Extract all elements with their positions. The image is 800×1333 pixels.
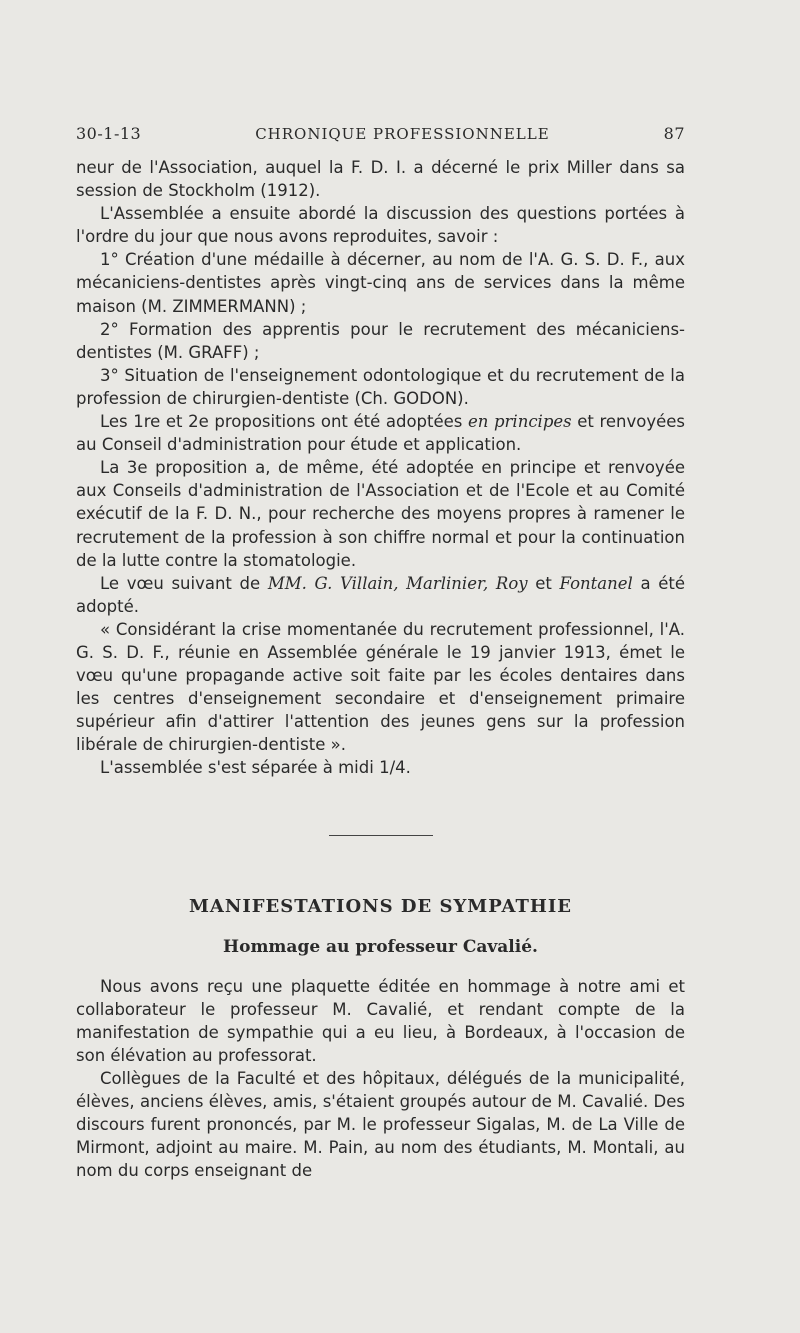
paragraph-hommage-1: Nous avons reçu une plaquette éditée en hommage à notre ami et collaborateur le professeur M. Cavalié, et rendant compte de la manifestation de sympathie qui a eu lieu, à Bordeaux, à l'occasion de son élévation au professorat. [76, 976, 685, 1065]
adoption-text-start: Les 1re et 2e propositions ont été adoptées [100, 412, 463, 432]
paragraph-agenda-intro: L'Assemblée a ensuite abordé la discussion des questions portées à l'ordre du jour que nous avons reproduites, savoir : [76, 204, 685, 247]
section-subtitle: Hommage au professeur Cavalié. [223, 936, 538, 957]
voeu-text-end: a été adopté. [76, 573, 685, 616]
paragraph-third-proposition: La 3e proposition a, de même, été adoptée en principe et renvoyée aux Conseils d'administration de l'Association et de l'Ecole et au Comité exécutif de la F. D. N., pour recherche des moyens propres à ramener le recrutement de la profession à son chiffre normal et pour la continuation de la lutte contre la stomatologie. [76, 458, 685, 570]
paragraph-voeu-quote: « Considérant la crise momentanée du recrutement professionnel, l'A. G. S. D. F., réunie en Assemblée générale le 19 janvier 1913, émet le vœu qu'une propagande active soit faite par les écoles dentaires dans les centres d'enseignement secondaire et d'enseignement primaire supérieur afin d'attirer l'attention des jeunes gens sur la profession libérale de chirurgien-dentiste ». [76, 619, 685, 755]
paragraph-voeu-intro [76, 572, 685, 618]
paragraph-closing: L'assemblée s'est séparée à midi 1/4. [100, 758, 411, 778]
paragraph-hommage-2: Collègues de la Faculté et des hôpitaux, délégués de la municipalité, élèves, anciens élèves, amis, s'étaient groupés autour de M. Cavalié. Des discours furent prononcés, par M. le professeur Sigalas, M. de La Ville de Mirmont, adjoint au maire. M. Pain, au nom des étudiants, M. Montali, au nom du corps enseignant de [76, 1068, 685, 1181]
adoption-text-end: et renvoyées au Conseil d'administration pour étude et application. [76, 412, 685, 455]
section-divider [329, 835, 433, 836]
paragraph-continuation: neur de l'Association, auquel la F. D. I. a décerné le prix Miller dans sa session de Stockholm (1912). [76, 158, 685, 201]
header-date: 30-1-13 [76, 124, 142, 143]
voeu-authors: MM. G. Villain, Marlinier, Roy [267, 573, 528, 593]
running-header [76, 124, 685, 156]
page [76, 124, 685, 1182]
section-title: MANIFESTATIONS DE SYMPATHIE [189, 895, 572, 917]
page-number: 87 [663, 124, 685, 143]
agenda-item-3: 3° Situation de l'enseignement odontologique et du recrutement de la profession de chirurgien-dentiste (Ch. GODON). [76, 365, 685, 408]
paragraph-adoption [76, 410, 685, 456]
header-title: CHRONIQUE PROFESSIONNELLE [255, 125, 550, 143]
adoption-text-italic: en principes [467, 412, 572, 432]
agenda-item-2: 2° Formation des apprentis pour le recrutement des mécaniciens-dentistes (M. GRAFF) ; [76, 319, 685, 362]
voeu-text-mid: et [535, 573, 552, 593]
voeu-text-start: Le vœu suivant de [100, 573, 261, 593]
voeu-author-last: Fontanel [559, 573, 633, 593]
agenda-item-1: 1° Création d'une médaille à décerner, au nom de l'A. G. S. D. F., aux mécaniciens-dentistes après vingt-cinq ans de services dans la même maison (M. ZIMMERMANN) ; [76, 250, 685, 316]
